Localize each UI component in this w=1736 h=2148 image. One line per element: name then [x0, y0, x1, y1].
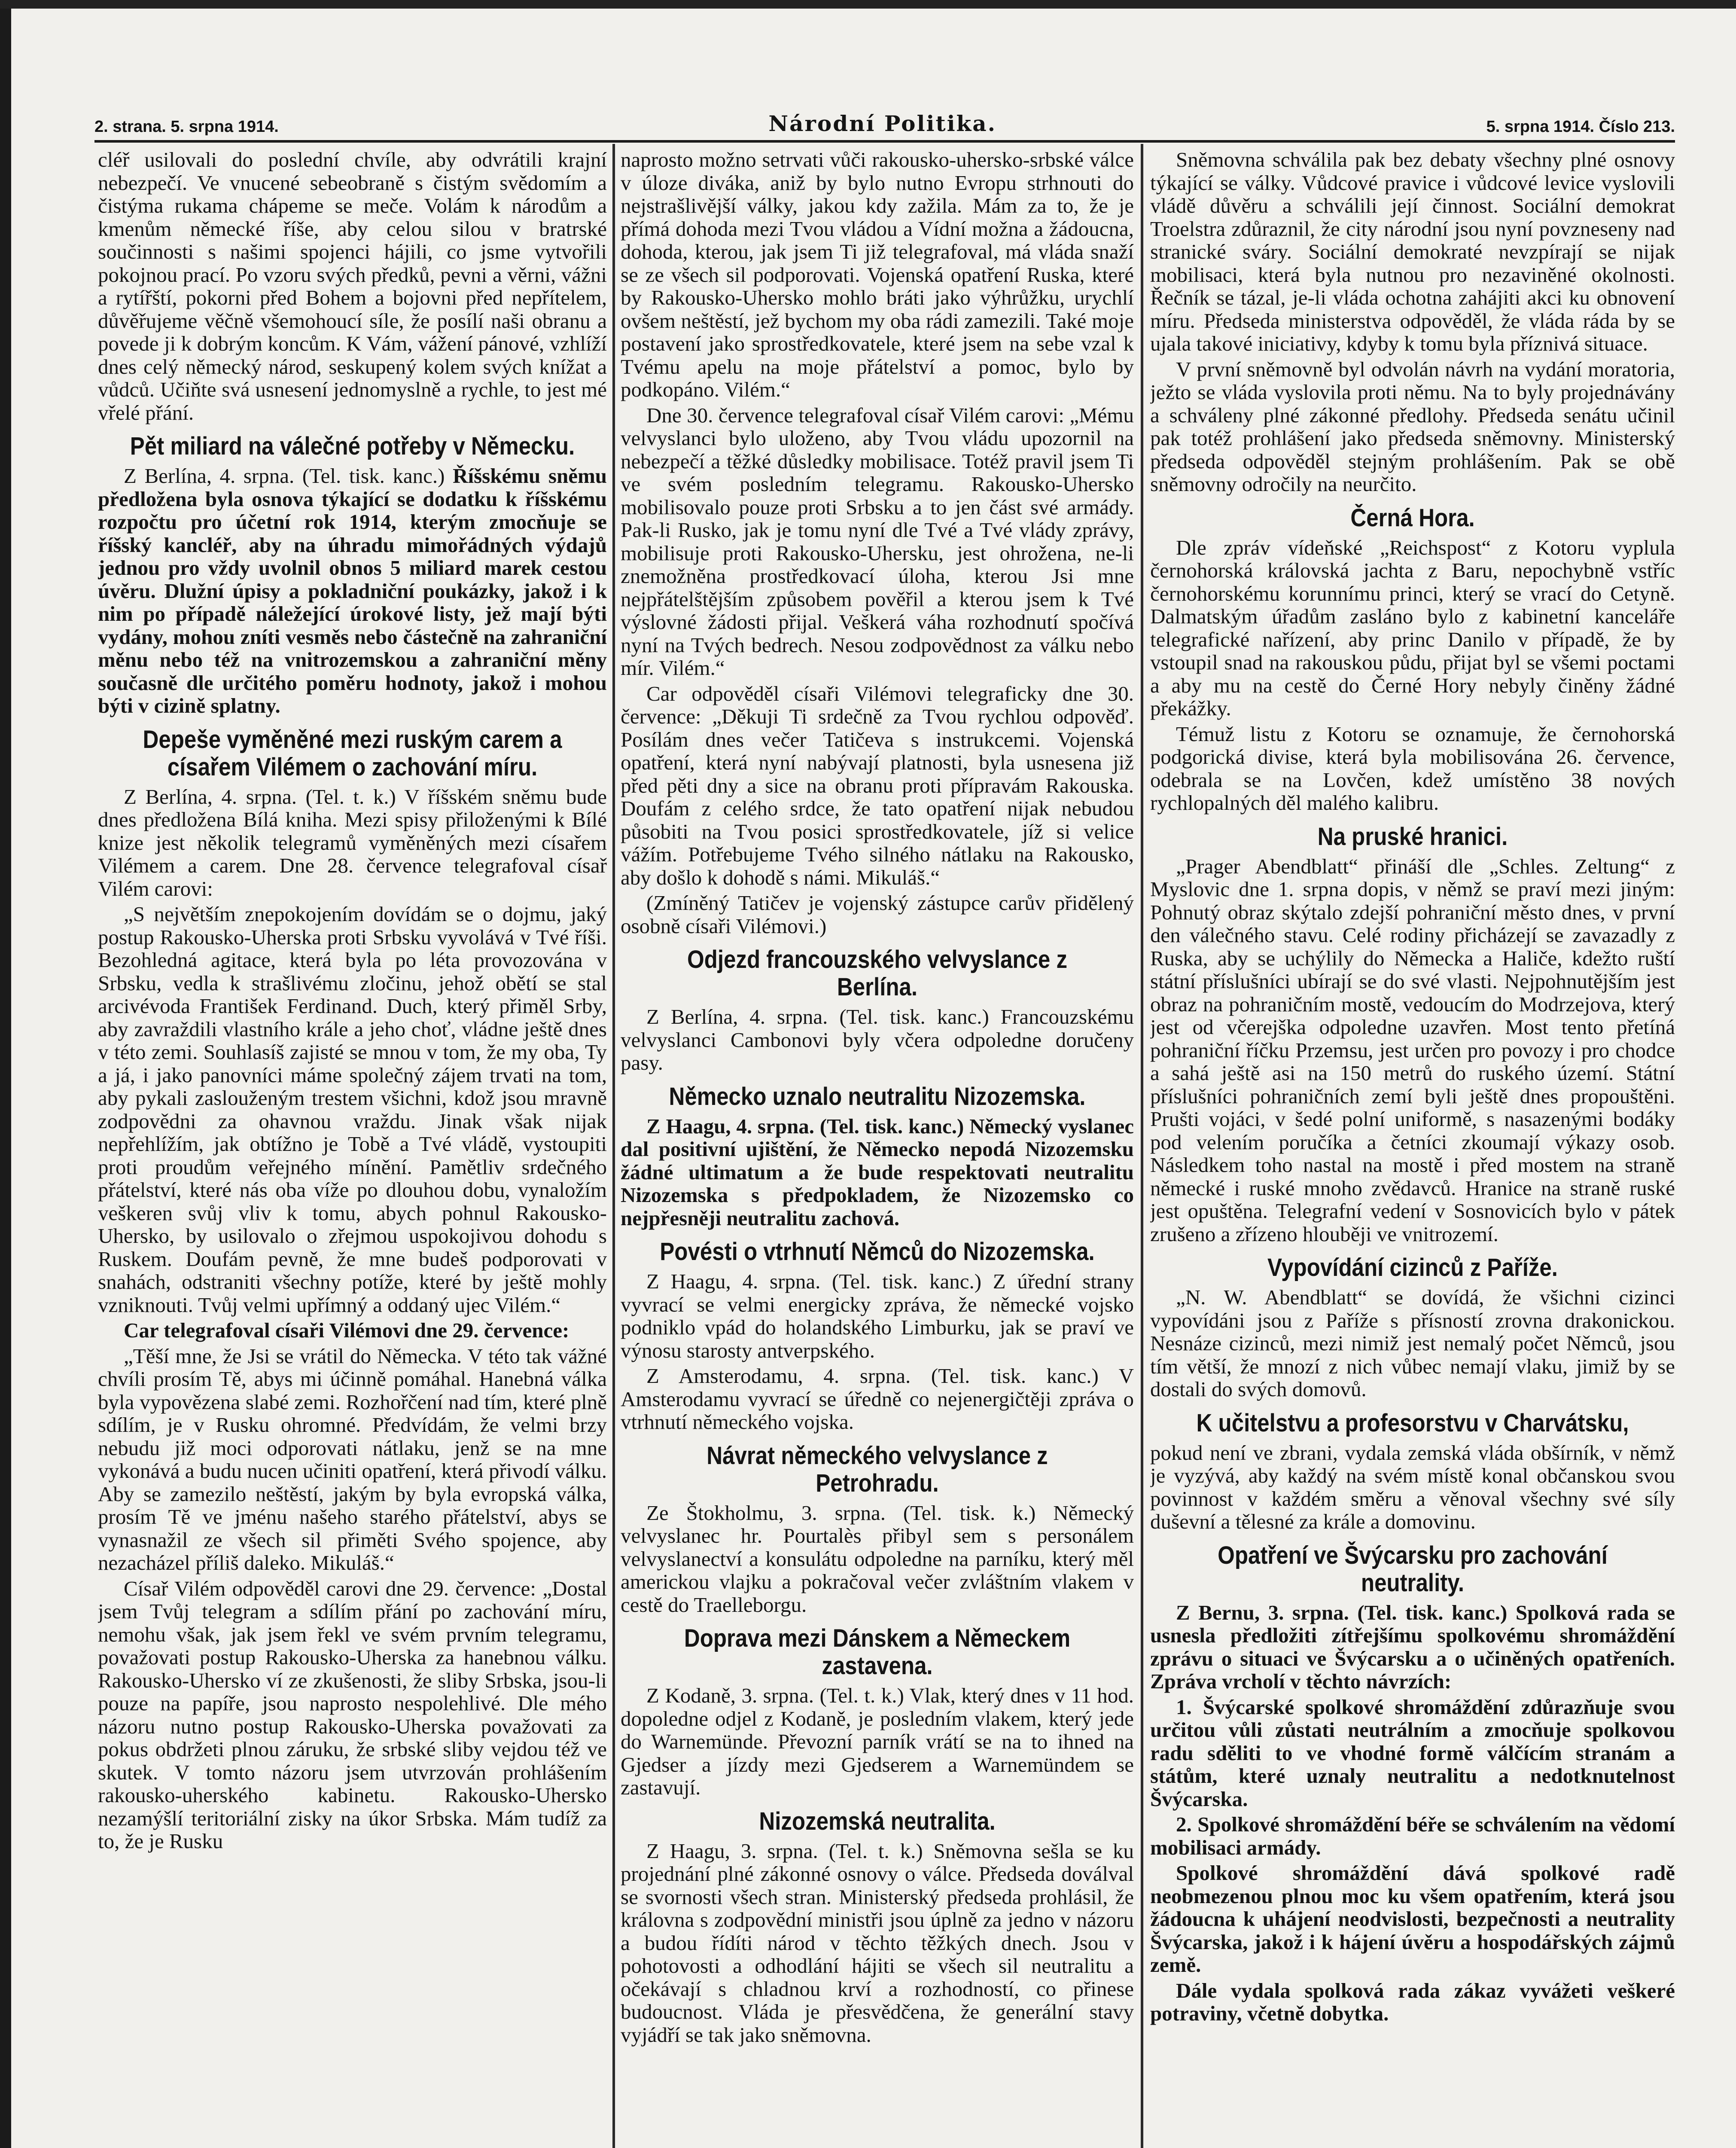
article-heading: Povésti o vtrhnutí Němců do Nizozemska. [660, 1238, 1095, 1266]
article-text: Sněmovna schválila pak bez debaty všechny plné osnovy týkající se války. Vůdcové pravice i vůdcové levice vyslovili vládě důvěru a schválili její činnost. Sociální demokrat Troelstra zdůraznil, že city národní jsou nyní povzneseny nad stranické sváry. Sociální demokraté nevzpírají se nijak mobilisaci, která byla nutnou pro nezaviněné okolnosti. Řečník se tázal, je-li vláda ochotna zahájiti akci ku obnovení míru. Předseda ministerstva odpověděl, že vláda ráda by se ujala takové iniciativy, kdyby k tomu byla příznivá situace. [1150, 148, 1675, 355]
article-text: Z Kodaně, 3. srpna. (Tel. t. k.) Vlak, který dnes v 11 hod. dopoledne odjel z Kodaně, je posledním vlakem, který jede do Warnemünde. Převozní parník vrátí se na to ihned na Gjedser a jízdy mezi Gjedserem a Warnemündem se zastavují. [621, 1684, 1134, 1799]
article-heading: Opatření ve Švýcarsku pro zachování neutrality. [1218, 1541, 1608, 1597]
telegram-text: „S největším znepokojením dovídám se o dojmu, jaký postup Rakousko-Uherska proti Srbsku vyvolává v Tvé říši. Bezohledná agitace, která byla po léta provozována v Srbsku, vedla k strašlivému zločinu, jehož obětí se stal arcivévoda František Ferdinand. Duch, který přiměl Srby, aby zavraždili vlastního krále a jeho choť, vládne ještě dnes v této zemi. Souhlasíš zajisté se mnou v tom, že my oba, Ty a já, i jako panovníci máme společný zájem trvati na tom, aby pykali zaslouženým trestem všichni, kdož jsou mravně zodpovědni za ohavnou vraždu. Jinak však nijak nepřehlížím, jak obtížno je Tobě a Tvé vládě, vystoupiti proti proudům veřejného mínění. Pamětliv srdečného přátelství, které nás oba víže po dlouhou dobu, vynaložím veškeren svůj vliv k tomu, abych pohnul Rakousko-Uhersko, by usilovalo o zřejmou uspokojivou dohodu s Ruskem. Doufám pevně, že mne budeš podporovati v snahách, odstraniti všechny potíže, které by ještě mohly vzniknouti. Tvůj velmi upřímný a oddaný ujec Vilém.“ [98, 902, 607, 1317]
article-text: Z Bernu, 3. srpna. (Tel. tisk. kanc.) Spolková rada se usnesla předložiti zítřejšímu spolkovému shromáždění zprávu o situaci ve Švýcarsku a o učiněných opatřeních. Zpráva vrcholí v těchto návrzích: [1150, 1600, 1675, 1693]
article-heading: Na pruské hranici. [1317, 822, 1508, 851]
scan-edge-left [0, 0, 11, 2148]
article-text: Z Berlína, 4. srpna. (Tel. t. k.) V říšském sněmu bude dnes předložena Bílá kniha. Mezi spisy přiloženými k Bílé knize jest několik telegramů vyměněných mezi císařem Vilémem a carem. Dne 28. července telegrafoval císař Vilém carovi: [98, 784, 607, 900]
page-header [94, 110, 1675, 136]
column-divider-1 [612, 144, 615, 2148]
telegram-text: Car odpověděl císaři Vilémovi telegraficky dne 30. července: „Děkuji Ti srdečně za Tvou rychlou odpověď. Posílám dnes večer Tatičeva s instrukcemi. Vojenská opatření, která nyní nabývají platnosti, byla usnesena již před pěti dny a sice na obranu proti přípravám Rakouska. Doufám z celého srdce, že tato opatření nijak nebudou působiti na Tvou posici sprostředkovatele, jíž si velice vážím. Potřebujeme Tvého silného nátlaku na Rakousko, aby došlo k dohodě s námi. Mikuláš.“ [621, 681, 1134, 889]
article-text: V první sněmovně byl odvolán návrh na vydání moratoria, ježto se vláda vyslovila proti němu. Na to byly projednávány a schváleny plné zákonné předlohy. Předseda senátu učinil pak totéž prohlášení jako předseda sněmovny. Ministerský předseda odpověděl stejným prohlášením. Pak se obě sněmovny odročily na neurčito. [1150, 357, 1675, 496]
telegram-text: „Těší mne, že Jsi se vrátil do Německa. V této tak vážné chvíli prosím Tě, abys mi účinně pomáhal. Hanebná válka byla vypovězena slabé zemi. Rozhořčení nad tím, které plně sdílím, je v Rusku ohromné. Předvídám, že velmi brzy nebudu již moci odporovati nátlaku, jenž se na mne vykonává a budu nucen učiniti opatření, která přivodí válku. Aby se zamezilo neštěstí, jakým by byla evropská válka, prosím Tě ve jménu našeho starého přátelství, abys se vynasnažil ze všech sil přiměti Svého spojence, aby nezacházel příliš daleko. Mikuláš.“ [98, 1344, 607, 1574]
article-heading: Návrat německého velvyslance z Petrohradu. [707, 1441, 1048, 1497]
telegram-text: Císař Vilém odpověděl carovi dne 29. července: „Dostal jsem Tvůj telegram a sdílím přání po zachování míru, nemohu však, jak jsem řekl ve svém prvním telegramu, považovati postup Rakousko-Uherska za hanebnou válku. Rakousko-Uhersko ví ze zkušenosti, že sliby Srbska, jsou-li pouze na papíře, jsou naprosto nespolehlivé. Dle mého názoru nutno postup Rakousko-Uherska považovati za pokus obdržeti plnou záruku, že srbské sliby vejdou též ve skutek. V tomto názoru jsem utvrzován prohlášením rakousko-uherského kabinetu. Rakousko-Uhersko nezamýšlí teritoriální zisky na úkor Srbska. Mám tudíž za to, že je Rusku [98, 1576, 607, 1853]
article-text: cléř usilovali do poslední chvíle, aby odvrátili krajní nebezpečí. Ve vnucené sebeobraně s čistým svědomím a čistýma rukama chápeme se meče. Volám k národům a kmenům německé říše, aby celou silou v bratrské součinnosti s našimi spojenci hájili, co jsme vytvořili pokojnou prací. Po vzoru svých předků, pevni a věrni, vážni a rytířští, pokorni před Bohem a bojovni před nepřítelem, důvěřujeme věčně všemohoucí síle, že posílí naši obranu a povede ji k dobrým koncům. K Vám, vážení pánové, vzhlíží dnes celý německý národ, seskupený kolem svých knížat a vůdců. Učiňte svá usnesení jednomyslně a rychle, to jest mé vřelé přání. [98, 148, 607, 424]
article-note: (Zmíněný Tatičev je vojenský zástupce carův přidělený osobně císaři Vilémovi.) [621, 891, 1134, 938]
column-3 [1150, 148, 1675, 2148]
header-left: 2. strana. 5. srpna 1914. [94, 118, 279, 136]
article-heading: Černá Hora. [1350, 503, 1475, 532]
article-text: Z Berlína, 4. srpna. (Tel. tisk. kanc.) Francouzskému velvyslanci Cambonovi byly včera odpoledne doručeny pasy. [621, 1005, 1134, 1074]
article-heading: Pět miliard na válečné potřeby v Německu. [130, 432, 575, 460]
article-text: Z Haagu, 3. srpna. (Tel. t. k.) Sněmovna sešla se ku projednání plné zákonné osnovy o válce. Předseda doválval se svornosti všech stran. Ministerský předseda prohlásil, že královna s zodpovědní ministři jsou úplně za jedno v názoru a budou řídíti národ v těchto těžkých dnech. Jsou v pohotovosti a odhodlání hájiti se všech sil neutralitu a očekávají s chladnou krví a rozhodností, co přinese budoucnost. Vláda je přesvědčena, že generální stavy vyjádří se tak jako sněmovna. [621, 1839, 1134, 2047]
telegram-intro: Car telegrafoval císaři Vilémovi dne 29. července: [124, 1318, 570, 1342]
article-heading: Nizozemská neutralita. [759, 1807, 996, 1835]
dateline: Z Berlína, 4. srpna. (Tel. tisk. kanc.) [124, 464, 445, 488]
article-text: Dle zpráv vídeňské „Reichspost“ z Kotoru vyplula černohorská královská jachta z Baru, nepochybně vstříc černohorskému korunnímu princi, který se vrací do Cetyně. Dalmatským úřadům zasláno bylo z kabinetní kanceláře telegrafické nařízení, aby princ Danilo v případě, že by vstoupil snad na rakouskou půdu, přijat byl se všemi poctami a aby mu na cestě do Černé Hory nebyly činěny žádné překážky. [1150, 535, 1675, 720]
article-heading: Doprava mezi Dánskem a Německem zastavena. [684, 1624, 1071, 1680]
article-heading: Německo uznalo neutralitu Nizozemska. [669, 1082, 1086, 1111]
article-text: Z Haagu, 4. srpna. (Tel. tisk. kanc.) Z úřední strany vyvrací se velmi energicky zpráva, že německé vojsko podniklo vpád do holandského Limburku, jak se praví ve výnosu starosty antverpského. [621, 1269, 1134, 1362]
article-heading: Depeše vyměněné mezi ruským carem a císařem Vilémem o zachování míru. [143, 725, 562, 781]
article-text: Ze Štokholmu, 3. srpna. (Tel. tisk. k.) Německý velvyslanec hr. Pourtalès přibyl sem s personálem velvyslanectví a konsulátu odpoledne na parníku, který měl americkou vlajku a pokračoval večer zvláštním vlakem v cestě do Traelleborgu. [621, 1501, 1134, 1617]
article-text: Z Haagu, 4. srpna. (Tel. tisk. kanc.) Německý vyslanec dal positivní ujištění, že Německo nepodá Nizozemsku žádné ultimatum a že bude respektovati neutralitu Nizozemska s předpokladem, že Nizozemsko co nejpřesněji neutralitu zachová. [621, 1114, 1134, 1230]
header-right: 5. srpna 1914. Číslo 213. [1486, 118, 1675, 136]
column-2 [621, 148, 1134, 2148]
bold-text: Říšskému sněmu předložena byla osnova týkající se dodatku k říšskému rozpočtu pro účetní rok 1914, kterým zmocňuje se říšský kancléř, aby na úhradu mimořádných výdajů jednou pro vždy uvolnil obnos 5 miliard marek cestou úvěru. Dlužní úpisy a pokladniční poukázky, jakož i k nim po případě náležející úrokové listy, jež mají býti vydány, mohou zníti vesměs nebo částečně na zahraniční měnu nebo též na vnitrozemskou a zahraniční měny současně dle určitého poměru hodnoty, jakož i mohou býti v cizině splatny. [98, 464, 607, 717]
article-heading: Odjezd francouzského velvyslance z Berlína. [687, 946, 1068, 1001]
article-text [98, 464, 607, 717]
article-text: Spolkové shromáždění dává spolkové radě neobmezenou plnou moc ku všem opatřením, která jsou žádoucna k uhájení neodvislosti, bezpečnosti a neutrality Švýcarska, jakož i k hájení úvěru a hospodářských zájmů země. [1150, 1861, 1675, 1977]
article-heading: K učitelstvu a profesorstvu v Charvátsku, [1196, 1409, 1629, 1437]
column-1 [98, 148, 607, 2148]
article-text: „Prager Abendblatt“ přináší dle „Schles. Zeltung“ z Myslovic dne 1. srpna dopis, v němž se praví mezi jiným: Pohnutý obraz skýtalo zdejší pohraniční město dnes, v první den válečného stavu. Celé rodiny přicházejí se zavazadly z Ruska, aby se uchýlily do Německa a Haliče, kdežto ruští státní příslušníci ubírají se do své vlasti. Nejpohnutějším jest obraz na pohraničním mostě, vedoucím do Modrzejova, který jest od včerejška odpoledne uzavřen. Most tento přetíná pohraniční říčku Przemsu, jest určen pro povozy i pro chodce a sahá ještě asi na 150 metrů do ruského území. Státní příslušníci pohraničních zemí byli ještě dnes propouštěni. Prušti vojáci, v šedé polní uniformě, s nasazenými bodáky pod velením poručíka a četníci zkoumají výkazy osob. Následkem toho nastal na mostě i před mostem na straně německé i ruské mnoho zvědavců. Hranice na straně ruské jest opuštěna. Telegrafní vedení v Sosnovicích bylo v pátek zrušeno a zřízeno hlouběji ve vnitrozemí. [1150, 854, 1675, 1246]
scan-edge-top [0, 0, 1736, 9]
article-text: pokud není ve zbrani, vydala zemská vláda obšírník, v němž je vyzývá, aby každý na svém místě konal občanskou svou povinnost v každém směru a věnoval všechny své síly duševní a tělesné za krále a domovinu. [1150, 1440, 1675, 1533]
header-rule [94, 140, 1675, 143]
article-heading: Vypovídání cizinců z Paříže. [1267, 1254, 1558, 1281]
telegram-text: naprosto možno setrvati vůči rakousko-uhersko-srbské válce v úloze diváka, aniž by bylo nutno Evropu strhnouti do nejstrašlivější války, jakou kdy zažila. Mám za to, že je přímá dohoda mezi Tvou vládou a Vídní možna a žádoucna, dohoda, kterou, jak jsem Ti již telegrafoval, má vláda snaží se ze všech sil podporovati. Vojenská opatření Ruska, které by Rakousko-Uhersko mohlo bráti jako výhrůžku, urychlí ovšem neštěstí, jež bychom my oba rádi zamezili. Také moje postavení jako sprostředkovatele, které jsem na sebe vzal k Tvému apelu na moje přátelství a pomoc, bylo by podkopáno. Vilém.“ [621, 148, 1134, 401]
telegram-text: Dne 30. července telegrafoval císař Vilém carovi: „Mému velvyslanci bylo uloženo, aby Tvou vládu upozornil na nebezpečí a těžké důsledky mobilisace. Totéž pravil jsem Ti ve svém posledním telegramu. Rakousko-Uhersko mobilisovalo pouze proti Srbsku a to jen část své armády. Pak-li Rusko, jak je tomu nyní dle Tvé a Tvé vlády zprávy, mobilisuje proti Rakousko-Uhersku, jest ohroženа, ne-li znemožněna prostředkovací úloha, kterou Jsi mne nejpřátelštějším způsobem pověřil a kterou jsem k Tvé výslovné žádosti přijal. Veškerá váha rozhodnutí spočívá nyní na Tvých bedrech. Nesou zodpovědnost za válku nebo mír. Vilém.“ [621, 403, 1134, 680]
article-text: 1. Švýcarské spolkové shromáždění zdůrazňuje svou určitou vůli zůstati neutrálním a zmocňuje spolkovou radu sděliti to ve vhodné formě válčícím stranám a státům, které uznaly neutralitu a nedotknutelnost Švýcarska. [1150, 1695, 1675, 1811]
newspaper-title: Národní Politika. [768, 111, 997, 136]
article-text: Z Amsterodamu, 4. srpna. (Tel. tisk. kanc.) V Amsterodamu vyvrací se úředně co nejenergičtěji zpráva o vtrhnutí německého vojska. [621, 1364, 1134, 1434]
article-text: Dále vydala spolková rada zákaz vyvážeti veškeré potraviny, včetně dobytka. [1150, 1978, 1675, 2025]
article-text: „N. W. Abendblatt“ se dovídá, že všichni cizinci vypovídáni jsou z Paříže s přísností zrovna drakonickou. Nesnáze cizinců, mezi nimiž jest nemalý počet Němců, jsou tím větší, že mnozí z nich vůbec nemají vlaku, jimiž by se dostali do svých domovů. [1150, 1285, 1675, 1401]
article-text: 2. Spolkové shromáždění béře se schválením na vědomí mobilisaci armády. [1150, 1812, 1675, 1859]
column-divider-2 [1141, 144, 1143, 2148]
article-text: Témuž listu z Kotoru se oznamuje, že černohorská podgorická divise, která byla mobilisována 26. července, odebrala se na Lovčen, kdež umístěno 38 nových rychlopalných děl malého kalibru. [1150, 722, 1675, 815]
